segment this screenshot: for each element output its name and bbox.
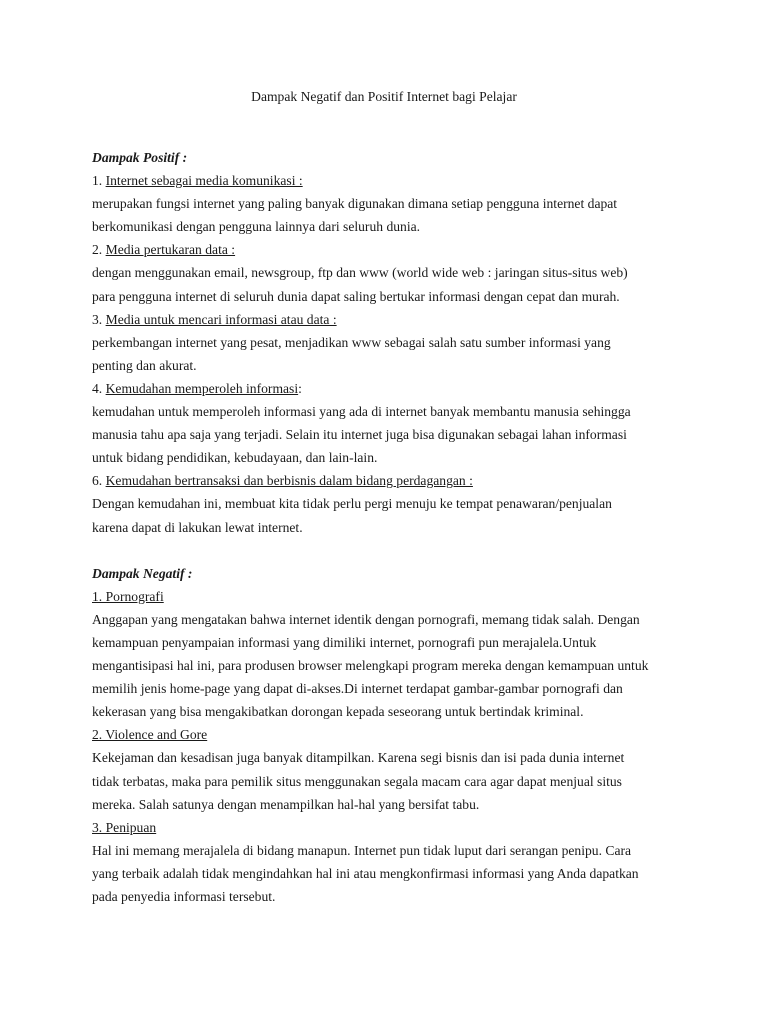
body-line: mengantisipasi hal ini, para produsen browser melengkapi program mereka dengan kemampuan untuk [92, 658, 649, 674]
body-line: kekerasan yang bisa mengakibatkan dorongan kepada seseorang untuk bertindak kriminal. [92, 704, 584, 720]
body-line: penting dan akurat. [92, 357, 197, 373]
item-heading: Media untuk mencari informasi atau data : [105, 311, 337, 327]
item-heading: Media pertukaran data : [105, 242, 236, 258]
negative-item-heading-line [92, 816, 692, 839]
positive-item [92, 169, 692, 238]
negative-item [92, 723, 692, 815]
positive-list [92, 169, 692, 539]
body-line: untuk bidang pendidikan, kebudayaan, dan lain-lain. [92, 450, 378, 466]
section-gap [92, 539, 692, 562]
item-number: 6. [92, 473, 103, 489]
item-heading: Internet sebagai media komunikasi : [105, 173, 303, 189]
body-line: yang terbaik adalah tidak mengindahkan hal ini atau mengkonfirmasi informasi yang Anda dapatkan [92, 865, 639, 881]
negative-item-heading-line [92, 723, 692, 746]
negative-list [92, 585, 692, 908]
body-line: karena dapat di lakukan lewat internet. [92, 519, 303, 535]
body-line: manusia tahu apa saja yang terjadi. Selain itu internet juga bisa digunakan sebagai lahan informasi [92, 427, 627, 443]
body-line: memilih jenis home-page yang dapat di-akses.Di internet terdapat gambar-gambar pornografi dan [92, 681, 623, 697]
body-line: Kekejaman dan kesadisan juga banyak ditampilkan. Karena segi bisnis dan isi pada dunia internet [92, 750, 625, 766]
positive-item-heading-line [92, 469, 692, 492]
item-heading: 1. Pornografi [92, 588, 164, 604]
body-line: kemampuan penyampaian informasi yang dimiliki internet, pornografi pun merajalela.Untuk [92, 634, 597, 650]
item-heading: Kemudahan memperoleh informasi [105, 380, 299, 396]
positive-item [92, 377, 692, 469]
item-number: 4. [92, 380, 103, 396]
positive-item [92, 469, 692, 538]
negative-section-heading: Dampak Negatif : [92, 565, 193, 581]
negative-item [92, 816, 692, 908]
item-heading: Kemudahan bertransaksi dan berbisnis dalam bidang perdagangan : [105, 473, 473, 489]
body-line: Anggapan yang mengatakan bahwa internet identik dengan pornografi, memang tidak salah. Dengan [92, 611, 640, 627]
body-line: kemudahan untuk memperoleh informasi yang ada di internet banyak membantu manusia sehingga [92, 404, 631, 420]
body-line: merupakan fungsi internet yang paling banyak digunakan dimana setiap pengguna internet dapat [92, 196, 618, 212]
item-heading: 2. Violence and Gore [92, 727, 208, 743]
item-heading: 3. Penipuan [92, 819, 157, 835]
positive-item [92, 308, 692, 377]
document-title: Dampak Negatif dan Positif Internet bagi Pelajar [251, 89, 517, 104]
positive-item-heading-line [92, 308, 692, 331]
body-line: dengan menggunakan email, newsgroup, ftp dan www (world wide web : jaringan situs-situs web) [92, 265, 628, 281]
negative-item-heading-line [92, 585, 692, 608]
body-line: Hal ini memang merajalela di bidang manapun. Internet pun tidak luput dari serangan penipu. Cara [92, 842, 632, 858]
positive-item [92, 238, 692, 307]
positive-section-heading: Dampak Positif : [92, 150, 188, 165]
item-number: 1. [92, 173, 103, 189]
body-line: berkomunikasi dengan pengguna lainnya dari seluruh dunia. [92, 219, 421, 235]
body-line: perkembangan internet yang pesat, menjadikan www sebagai salah satu sumber informasi yang [92, 334, 611, 350]
body-line: para pengguna internet di seluruh dunia dapat saling bertukar informasi dengan cepat dan murah. [92, 288, 620, 304]
positive-item-heading-line [92, 377, 692, 400]
negative-item [92, 585, 692, 724]
item-number: 2. [92, 242, 103, 258]
body-line: pada penyedia informasi tersebut. [92, 889, 276, 904]
positive-item-heading-line [92, 238, 692, 261]
body-line: Dengan kemudahan ini, membuat kita tidak perlu pergi menuju ke tempat penawaran/penjualan [92, 496, 612, 512]
item-number: 3. [92, 311, 103, 327]
document-body [92, 146, 692, 908]
body-line: mereka. Salah satunya dengan menampilkan hal-hal yang bersifat tabu. [92, 796, 480, 812]
item-heading-suffix: : [298, 380, 302, 396]
positive-item-heading-line [92, 169, 692, 192]
body-line: tidak terbatas, maka para pemilik situs menggunakan segala macam cara agar dapat menjual situs [92, 773, 622, 789]
